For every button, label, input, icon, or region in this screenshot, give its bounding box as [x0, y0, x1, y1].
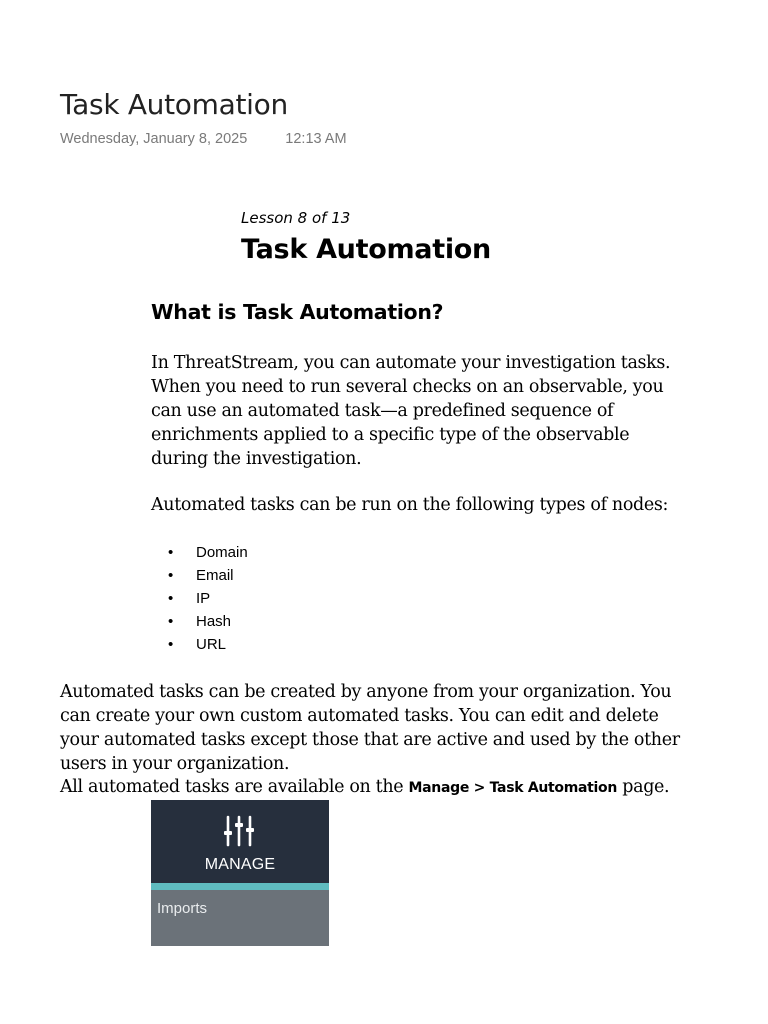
bullet-icon: •	[168, 636, 174, 653]
imports-menu-label: Imports	[157, 900, 208, 917]
intro-line: When you need to run several checks on an observable, you	[151, 377, 664, 397]
bullet-icon: •	[168, 613, 174, 630]
manage-text-after: page.	[622, 777, 670, 797]
sliders-icon	[222, 814, 256, 848]
node-type-label: Domain	[196, 544, 248, 561]
org-line: Automated tasks can be created by anyone from your organization. You	[60, 682, 672, 702]
page-time: 12:13 AM	[285, 131, 347, 147]
intro-line: can use an automated task—a predefined sequence of	[151, 401, 614, 421]
manage-menu-item	[151, 890, 329, 946]
intro-line: during the investigation.	[151, 449, 362, 469]
org-line: can create your own custom automated tasks. You can edit and delete	[60, 706, 659, 726]
list-item	[168, 610, 248, 633]
page-title: Task Automation	[60, 88, 288, 121]
page-timestamp	[60, 131, 347, 147]
list-item	[168, 564, 248, 587]
manage-menu-screenshot	[151, 800, 329, 946]
list-item	[168, 633, 248, 656]
lesson-label: Lesson 8 of 13	[241, 209, 351, 227]
manage-path: Manage > Task Automation	[408, 780, 618, 796]
node-type-label: URL	[196, 636, 227, 653]
node-type-label: Email	[196, 567, 234, 584]
node-types-paragraph: Automated tasks can be run on the following types of nodes:	[151, 495, 669, 515]
bullet-icon: •	[168, 544, 174, 561]
node-type-label: Hash	[196, 613, 232, 630]
manage-accent-bar	[151, 883, 329, 890]
org-line: users in your organization.	[60, 754, 290, 774]
organization-paragraph	[60, 680, 720, 776]
lesson-heading: Task Automation	[241, 234, 491, 265]
bullet-icon: •	[168, 590, 174, 607]
list-item	[168, 587, 248, 610]
intro-line: enrichments applied to a specific type of the observable	[151, 425, 630, 445]
node-type-list	[168, 541, 248, 656]
list-item	[168, 541, 248, 564]
page-date: Wednesday, January 8, 2025	[60, 131, 248, 147]
manage-menu-header	[151, 800, 329, 883]
section-heading: What is Task Automation?	[151, 300, 444, 324]
org-line: your automated tasks except those that are active and used by the other	[60, 730, 680, 750]
manage-menu-label: MANAGE	[204, 856, 276, 873]
node-type-label: IP	[196, 590, 211, 607]
manage-paragraph	[60, 775, 740, 800]
bullet-icon: •	[168, 567, 174, 584]
manage-text-before: All automated tasks are available on the	[60, 777, 404, 797]
intro-paragraph	[151, 351, 721, 471]
intro-line: In ThreatStream, you can automate your investigation tasks.	[151, 353, 671, 373]
